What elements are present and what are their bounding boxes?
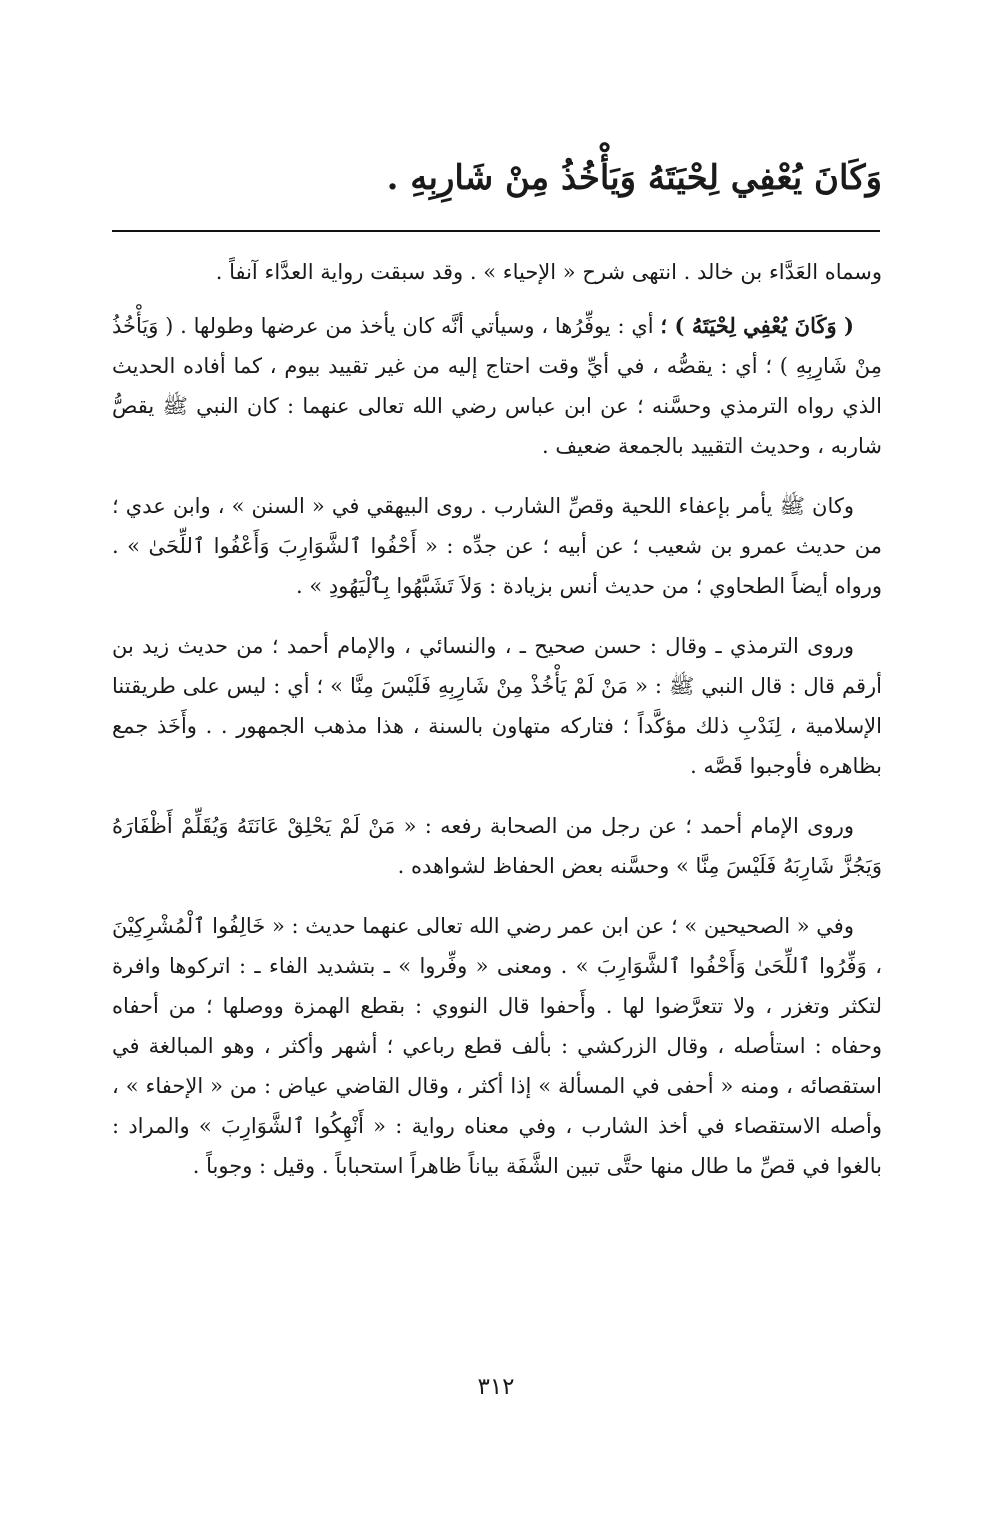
paragraph-2-lead: ( وَكَانَ يُعْفِي لِحْيَتَهُ ) ؛ — [660, 313, 854, 338]
paragraph-2-text: أي : يوفِّرُها ، وسيأتي أنَّه كان يأخذ من عرضها وطولها . ( وَيَأْخُذُ مِنْ شَارِبِهِ ) ؛ أي : يقصُّه ، في أيِّ وقت احتاج إليه من غير تقييد بيوم ، كما أفاده الحديث الذي رواه الترمذي وحسَّنه ؛ عن ابن عباس رضي الله تعالى عنهما : كان النبي ﷺ يقصُّ شاربه ، وحديث التقييد بالجمعة ضعيف . — [112, 314, 882, 458]
paragraph-5: وروى الإمام أحمد ؛ عن رجل من الصحابة رفعه : « مَنْ لَمْ يَحْلِقْ عَانَتَهُ وَيُقَلِّمْ أَظْفَارَهُ وَيَجُزَّ شَارِبَهُ فَلَيْسَ مِنَّا » وحسَّنه بعض الحفاظ لشواهده . — [112, 814, 882, 878]
matn-header-line: وَكَانَ يُعْفِي لِحْيَتَهُ وَيَأْخُذُ مِنْ شَارِبِهِ . — [386, 158, 882, 198]
paragraph-6: وفي « الصحيحين » ؛ عن ابن عمر رضي الله تعالى عنهما حديث : « خَالِفُوا ٱلْمُشْرِكِيْنَ ، وَفِّرُوا ٱللِّحَىٰ وَأَحْفُوا ٱلشَّوَارِبَ » . ومعنى « وفِّروا » ـ بتشديد الفاء ـ : اتركوها وافرة لتكثر وتغزر ، ولا تتعرَّضوا لها . وأَحفوا قال النووي : بقطع الهمزة ووصلها ؛ من أحفاه وحفاه : استأصله ، وقال الزركشي : بألف قطع رباعي ؛ أشهر وأكثر ، وهو المبالغة في استقصائه ، ومنه « أحفى في المسألة » إذا أكثر ، وقال القاضي عياض : من « الإحفاء » ، وأصله الاستقصاء في أخذ الشارب ، وفي معناه رواية : « أَنْهِكُوا ٱلشَّوَارِبَ » والمراد : بالغوا في قصِّ ما طال منها حتَّى تبين الشَّفَة بياناً ظاهراً استحباباً . وقيل : وجوباً . — [112, 914, 882, 1178]
paragraph-1: وسماه العَدَّاء بن خالد . انتهى شرح « الإحياء » . وقد سبقت رواية العدَّاء آنفاً . — [215, 260, 882, 284]
commentary-body — [112, 252, 882, 1206]
separator-rule — [112, 230, 880, 232]
paragraph-3: وكان ﷺ يأمر بإعفاء اللحية وقصِّ الشارب . روى البيهقي في « السنن » ، وابن عدي ؛ من حديث عمرو بن شعيب ؛ عن أبيه ؛ عن جدِّه : « أَحْفُوا ٱلشَّوَارِبَ وَأَعْفُوا ٱللِّحَىٰ » . ورواه أيضاً الطحاوي ؛ من حديث أنس بزيادة : وَلاَ تَشَبَّهُوا بِٱلْيَهُودِ » . — [112, 494, 882, 598]
page-number: ٣١٢ — [477, 1374, 515, 1400]
paragraph-2 — [112, 306, 882, 466]
paragraph-4: وروى الترمذي ـ وقال : حسن صحيح ـ ، والنسائي ، والإمام أحمد ؛ من حديث زيد بن أرقم قال : قال النبي ﷺ : « مَنْ لَمْ يَأْخُذْ مِنْ شَارِبِهِ فَلَيْسَ مِنَّا » ؛ أي : ليس على طريقتنا الإسلامية ، لِنَدْبِ ذلك مؤكَّداً ؛ فتاركه متهاون بالسنة ، هذا مذهب الجمهور . . وأَخَذ جمع بظاهره فأوجبوا قَصَّه . — [112, 634, 882, 778]
